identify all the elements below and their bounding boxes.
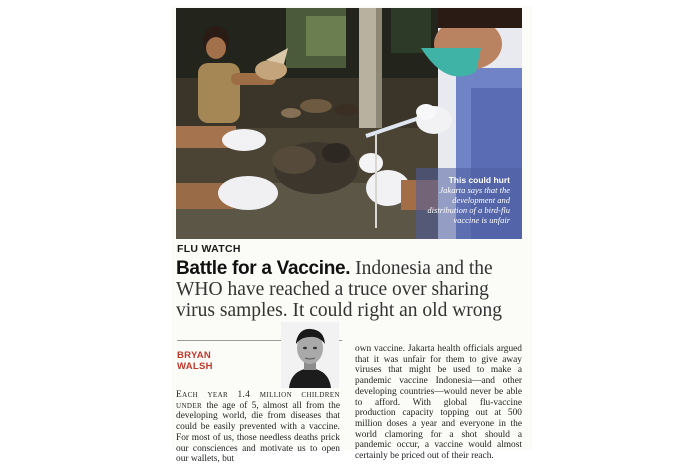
lead-in: Each year 1.4 million children under — [176, 390, 340, 411]
article-column-left — [176, 390, 340, 465]
section-kicker: FLU WATCH — [177, 243, 241, 255]
magazine-page — [172, 6, 532, 465]
author-portrait — [281, 322, 339, 388]
article-photo — [176, 8, 522, 239]
article-column-right: own vaccine. Jakarta health officials argued that it was unfair for them to give away viruses that might be used to make a pandemic vaccine Indonesia—and other developing countries—would never be able to afford. With global flu-vaccine production capacity topping out at 500 million doses a year and everyone in the world clamoring for a shot should a pandemic occur, a vaccine would almost certainly be priced out of their reach. — [355, 344, 522, 462]
headline — [176, 258, 526, 321]
headline-deck: Indonesia and the WHO have reached a truce over sharing virus samples. It could right an old wrong — [176, 258, 503, 321]
author-photo — [281, 322, 339, 388]
byline-last-name: WALSH — [177, 361, 213, 372]
byline-first-name: BRYAN — [177, 350, 212, 361]
caption-title: This could hurt — [448, 175, 510, 185]
byline — [177, 350, 237, 372]
headline-title: Battle for a Vaccine. — [176, 258, 351, 279]
photo-caption — [416, 175, 510, 225]
left-column-body: the age of 5, almost all from the developing world, die from diseases that could be easily prevented with a vaccine. For most of us, those needless deaths prick our consciences and motivate us to open our wallets, but — [176, 400, 341, 465]
caption-body: Jakarta says that the development and distribution of a bird-flu vaccine is unfair — [427, 185, 510, 225]
